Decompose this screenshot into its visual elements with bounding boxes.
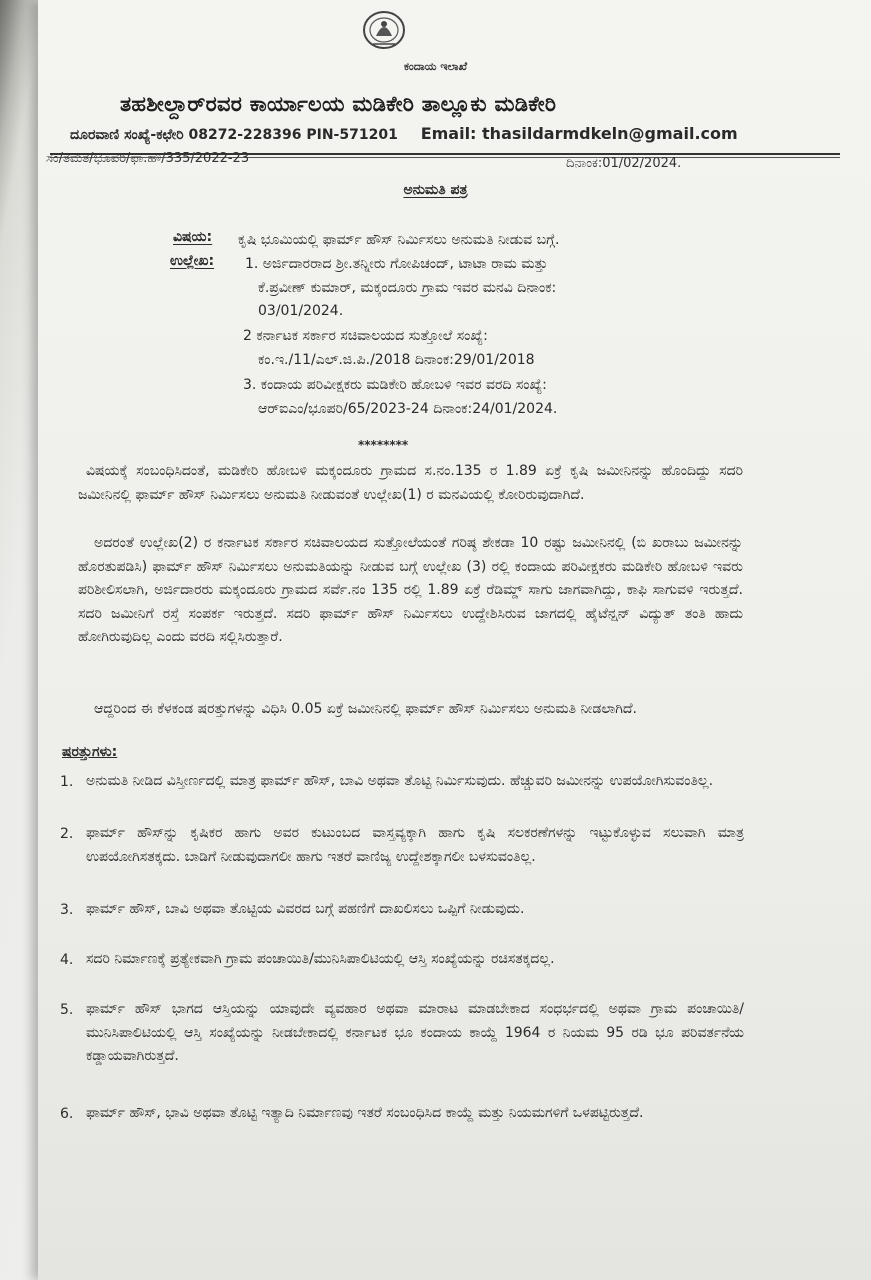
subject-text: ಕೃಷಿ ಭೂಮಿಯಲ್ಲಿ ಫಾರ್ಮ್ ಹೌಸ್ ನಿರ್ಮಿಸಲು ಅನುಮತಿ ನೀಡುವ ಬಗ್ಗೆ. xyxy=(238,232,560,248)
document-title: ಅನುಮತಿ ಪತ್ರ xyxy=(403,182,468,198)
reference-line: ಕಂ.ಇ./11/ಎಲ್.ಜಿ.ಪಿ./2018 ದಿನಾಂಕ:29/01/2018 xyxy=(258,352,535,368)
condition-number: 6. xyxy=(60,1106,74,1122)
contact-line xyxy=(70,124,738,143)
condition-number: 2. xyxy=(60,826,74,842)
body-paragraph: ಅದರಂತೆ ಉಲ್ಲೇಖ(2) ರ ಕರ್ನಾಟಕ ಸರ್ಕಾರ ಸಚಿವಾಲಯದ ಸುತ್ತೋಲೆಯಂತೆ ಗರಿಷ್ಠ ಶೇಕಡಾ 10 ರಷ್ಟು ಜಮೀನಿನಲ್ಲಿ (ಬಿ ಖರಾಬು ಜಮೀನನ್ನು ಹೊರತುಪಡಿಸಿ) ಫಾರ್ಮ್ ಹೌಸ್ ನಿರ್ಮಿಸಲು ಅನುಮತಿಯನ್ನು ನೀಡುವ ಬಗ್ಗೆ ಉಲ್ಲೇಖ (3) ರಲ್ಲಿ ಕಂದಾಯ ಪರಿವೀಕ್ಷಕರು ಮಡಿಕೇರಿ ಹೋಬಳಿ ಇವರು ಪರಿಶೀಲಿಸಲಾಗಿ, ಅರ್ಜಿದಾರರು ಮಕ್ಕಂದೂರು ಗ್ರಾಮದ ಸರ್ವೆ.ನಂ 135 ರಲ್ಲಿ 1.89 ಏಕ್ರೆ ರೆಡಿಮ್ಡ್ ಸಾಗು ಜಾಗವಾಗಿದ್ದು, ಕಾಫಿ ಸಾಗುವಳಿ ಇರುತ್ತದೆ. ಸದರಿ ಜಮೀನಿಗೆ ರಸ್ತೆ ಸಂಪರ್ಕ ಇರುತ್ತದೆ. ಸದರಿ ಫಾರ್ಮ್ ಹೌಸ್ ನಿರ್ಮಿಸಲು ಉದ್ದೇಶಿಸಿರುವ ಜಾಗದಲ್ಲಿ ಹೈಟೆನ್ಷನ್ ವಿದ್ಯುತ್ ತಂತಿ ಹಾದು ಹೋಗಿರುವುದಿಲ್ಲ ಎಂದು ವರದಿ ಸಲ್ಲಿಸಿರುತ್ತಾರೆ. xyxy=(78,535,743,645)
subject-label: ವಿಷಯ: xyxy=(173,229,213,245)
office-title: ತಹಶೀಲ್ದಾರ್‌ರವರ ಕಾರ್ಯಾಲಯ ಮಡಿಕೇರಿ ತಾಲ್ಲೂಕು ಮಡಿಕೇರಿ xyxy=(120,92,557,116)
email: Email: thasildarmdkeln@gmail.com xyxy=(420,124,738,143)
body-paragraph: ಆದ್ದರಿಂದ ಈ ಕೆಳಕಂಡ ಷರತ್ತುಗಳನ್ನು ವಿಧಿಸಿ 0.05 ಏಕ್ರೆ ಜಮೀನಿನಲ್ಲಿ ಫಾರ್ಮ್ ಹೌಸ್ ನಿರ್ಮಿಸಲು ಅನುಮತಿ ನೀಡಲಾಗಿದೆ. xyxy=(94,701,637,717)
reference-label: ಉಲ್ಲೇಖ: xyxy=(170,253,215,269)
letter-date: ದಿನಾಂಕ:01/02/2024. xyxy=(566,156,682,171)
condition-number: 3. xyxy=(60,902,74,918)
condition-number: 1. xyxy=(60,774,74,790)
reference-line: 1. ಅರ್ಜಿದಾರರಾದ ಶ್ರೀ.ತನ್ನೀರು ಗೋಪಿಚಂದ್, ಟಾಟಾ ರಾಮ ಮತ್ತು xyxy=(245,256,548,272)
reference-line: ಕೆ.ಪ್ರವೀಣ್ ಕುಮಾರ್, ಮಕ್ಕಂದೂರು ಗ್ರಾಮ ಇವರ ಮನವಿ ದಿನಾಂಕ: xyxy=(258,280,557,296)
body-paragraph: ವಿಷಯಕ್ಕೆ ಸಂಬಂಧಿಸಿದಂತೆ, ಮಡಿಕೇರಿ ಹೋಬಳಿ ಮಕ್ಕಂದೂರು ಗ್ರಾಮದ ಸ.ನಂ.135 ರ 1.89 ಏಕ್ರೆ ಕೃಷಿ ಜಮೀನಿನನ್ನು ಹೊಂದಿದ್ದು ಸದರಿ ಜಮೀನಿನಲ್ಲಿ ಫಾರ್ಮ್ ಹೌಸ್ ನಿರ್ಮಿಸಲು ಅನುಮತಿ ನೀಡುವಂತೆ ಉಲ್ಲೇಖ(1) ರ ಮನವಿಯಲ್ಲಿ ಕೋರಿರುವುದಾಗಿದೆ. xyxy=(78,463,743,503)
department-name: ಕಂದಾಯ ಇಲಾಖೆ xyxy=(403,60,468,73)
reference-line: 2 ಕರ್ನಾಟಕ ಸರ್ಕಾರ ಸಚಿವಾಲಯದ ಸುತ್ತೋಲೆ ಸಂಖ್ಯೆ: xyxy=(243,328,488,344)
condition-text: ಫಾರ್ಮ್ ಹೌಸ್, ಭಾವಿ ಅಥವಾ ತೊಟ್ಟಿ ಇತ್ಯಾದಿ ನಿರ್ಮಾಣವು ಇತರೆ ಸಂಬಂಧಿಸಿದ ಕಾಯ್ದೆ ಮತ್ತು ನಿಯಮಗಳಿಗೆ ಒಳಪಟ್ಟಿರುತ್ತದೆ. xyxy=(86,1105,644,1121)
phone-pin: ದೂರವಾಣಿ ಸಂಖ್ಯೆ-ಕಛೇರಿ 08272-228396 PIN-571201 xyxy=(70,127,398,143)
condition-text: ಫಾರ್ಮ್ ಹೌಸ್ ಭಾಗದ ಆಸ್ತಿಯನ್ನು ಯಾವುದೇ ವ್ಯವಹಾರ ಅಥವಾ ಮಾರಾಟ ಮಾಡಬೇಕಾದ ಸಂಧರ್ಭದಲ್ಲಿ ಅಥವಾ ಗ್ರಾಮ ಪಂಚಾಯಿತಿ/ಮುನಿಸಿಪಾಲಿಟಿಯಲ್ಲಿ ಆಸ್ತಿ ಸಂಖ್ಯೆಯನ್ನು ನೀಡಬೇಕಾದಲ್ಲಿ ಕರ್ನಾಟಕ ಭೂ ಕಂದಾಯ ಕಾಯ್ದೆ 1964 ರ ನಿಯಮ 95 ರಡಿ ಭೂ ಪರಿವರ್ತನೆಯ ಕಡ್ಡಾಯವಾಗಿರುತ್ತದೆ. xyxy=(86,1001,744,1064)
separator: ******** xyxy=(358,438,409,452)
condition-text: ಫಾರ್ಮ್ ಹೌಸ್‌ನ್ನು ಕೃಷಿಕರ ಹಾಗು ಅವರ ಕುಟುಂಬದ ವಾಸ್ತವ್ಯಕ್ಕಾಗಿ ಹಾಗು ಕೃಷಿ ಸಲಕರಣೆಗಳನ್ನು ಇಟ್ಟುಕೊಳ್ಳುವ ಸಲುವಾಗಿ ಮಾತ್ರ ಉಪಯೋಗಿಸತಕ್ಕದು. ಬಾಡಿಗೆ ನೀಡುವುದಾಗಲೀ ಹಾಗು ಇತರೆ ವಾಣಿಜ್ಯ ಉದ್ದೇಶಕ್ಕಾಗಲೀ ಬಳಸುವಂತಿಲ್ಲ. xyxy=(86,825,744,865)
reference-line: 3. ಕಂದಾಯ ಪರಿವೀಕ್ಷಕರು ಮಡಿಕೇರಿ ಹೋಬಳಿ ಇವರ ವರದಿ ಸಂಖ್ಯೆ: xyxy=(243,377,547,393)
condition-text: ಫಾರ್ಮ್ ಹೌಸ್, ಬಾವಿ ಅಥವಾ ತೊಟ್ಟಿಯ ವಿವರದ ಬಗ್ಗೆ ಪಹಣಿಗೆ ದಾಖಲಿಸಲು ಒಪ್ಪಿಗೆ ನೀಡುವುದು. xyxy=(86,901,525,917)
condition-number: 5. xyxy=(60,1002,74,1018)
reference-number: ಸಂ/ತಮತ/ಭೂಪರಿ/ಫಾ.ಹೌ/335/2022-23 xyxy=(46,151,250,166)
reference-line: ಆರ್‌ಐಎಂ/ಭೂಪರಿ/65/2023-24 ದಿನಾಂಕ:24/01/2024. xyxy=(258,401,558,417)
conditions-heading: ಷರತ್ತುಗಳು: xyxy=(62,744,118,760)
reference-line: 03/01/2024. xyxy=(258,303,344,319)
condition-text: ಅನುಮತಿ ನೀಡಿದ ವಿಸ್ತೀರ್ಣದಲ್ಲಿ ಮಾತ್ರ ಫಾರ್ಮ್ ಹೌಸ್, ಬಾವಿ ಅಥವಾ ತೊಟ್ಟಿ ನಿರ್ಮಿಸುವುದು. ಹೆಚ್ಚುವರಿ ಜಮೀನನ್ನು ಉಪಯೋಗಿಸುವಂತಿಲ್ಲ. xyxy=(86,773,714,789)
condition-text: ಸದರಿ ನಿರ್ಮಾಣಕ್ಕೆ ಪ್ರತ್ಯೇಕವಾಗಿ ಗ್ರಾಮ ಪಂಚಾಯಿತಿ/ಮುನಿಸಿಪಾಲಿಟಿಯಲ್ಲಿ ಆಸ್ತಿ ಸಂಖ್ಯೆಯನ್ನು ರಚಿಸತಕ್ಕದಲ್ಲ. xyxy=(86,951,555,967)
karnataka-emblem-icon xyxy=(355,6,413,52)
condition-number: 4. xyxy=(60,952,74,968)
